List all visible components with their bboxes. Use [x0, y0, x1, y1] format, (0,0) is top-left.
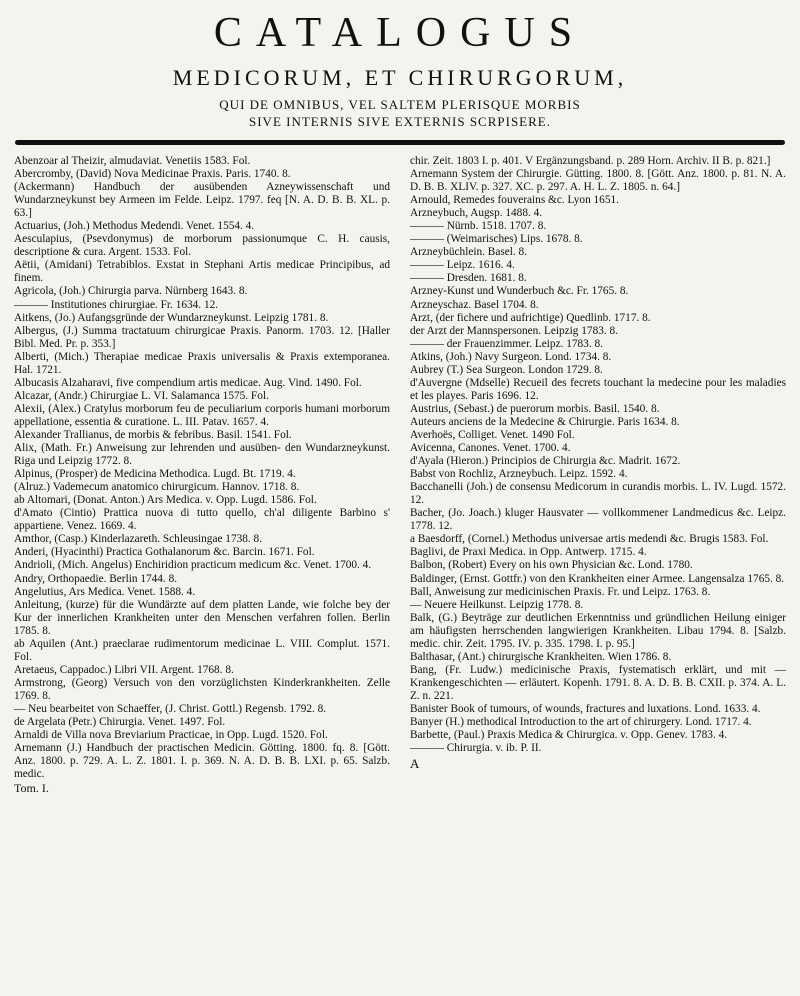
catalog-entry: Albucasis Alzaharavi, five compendium artis medicae. Aug. Vind. 1490. Fol.	[14, 376, 362, 389]
catalog-entry: Arzneybüchlein. Basel. 8.	[410, 246, 528, 259]
volume-label: Tom. I.	[14, 781, 49, 796]
catalog-entry: ——— der Frauenzimmer. Leipz. 1783. 8.	[410, 337, 603, 350]
catalog-entry: Angelutius, Ars Medica. Venet. 1588. 4.	[14, 585, 196, 598]
catalog-entry: d'Auvergne (Mdselle) Recueil des fecrets touchant la medecine pour les maladies et les playes. Paris 1696. 12.	[410, 376, 786, 402]
catalog-entry: a Baesdorff, (Cornel.) Methodus universae artis medendi &c. Brugis 1583. Fol.	[410, 533, 769, 546]
catalog-entry: Austrius, (Sebast.) de puerorum morbis. Basil. 1540. 8.	[410, 402, 660, 415]
catalog-entry: ——— Institutiones chirurgiae. Fr. 1634. 12.	[14, 298, 219, 311]
catalog-entry: Aëtii, (Amidani) Tetrabiblos. Exstat in Stephani Artis medicae Principibus, ad finem.	[14, 259, 390, 285]
catalog-entry: Arnaldi de Villa nova Breviarium Practicae, in Opp. Lugd. 1520. Fol.	[14, 729, 328, 742]
catalog-entry: Aesculapius, (Psevdonymus) de morborum passionumque C. H. causis, descriptione & cura. Argent. 1533. Fol.	[14, 233, 390, 259]
catalog-entry: Armstrong, (Georg) Versuch von den vorzüglichsten Kinderkrankheiten. Zelle 1769. 8.	[14, 676, 390, 702]
catalog-entry: (Alruz.) Vademecum anatomico chirurgicum. Hannov. 1718. 8.	[14, 481, 300, 494]
catalog-entry: Balbon, (Robert) Every on his own Physician &c. Lond. 1780.	[410, 559, 693, 572]
catalog-entry: Arnemann (J.) Handbuch der practischen Medicin. Götting. 1800. fq. 8. [Gött. Anz. 1800. p. 729. A. L. Z. 1801. I. p. 369. N. A. D. B. B. LXI. p. 65. Salzb. medic.	[14, 742, 390, 781]
left-column	[14, 155, 390, 795]
catalog-entry: ——— Nürnb. 1518. 1707. 8.	[410, 220, 547, 233]
catalog-entry: Aretaeus, Cappadoc.) Libri VII. Argent. 1768. 8.	[14, 663, 234, 676]
header-rule	[15, 140, 785, 145]
catalog-entry: Bacchanelli (Joh.) de consensu Medicorum in curandis morbis. L. IV. Lugd. 1572. 12.	[410, 481, 786, 507]
catalog-entry: ——— Leipz. 1616. 4.	[410, 259, 515, 272]
catalog-entry: Banyer (H.) methodical Introduction to the art of chirurgery. Lond. 1717. 4.	[410, 716, 752, 729]
catalog-entry: Bang, (Fr. Ludw.) medicinische Praxis, fystematisch erklärt, und mit — Krankengeschichten — erläutert. Kopenh. 1791. 8. A. D. B. B. CXII. p. 374. A. L. Z. n. 221.	[410, 663, 786, 702]
subtitle-line-2: SIVE INTERNIS SIVE EXTERNIS SCRPISERE.	[249, 114, 551, 129]
catalog-entry: Balk, (G.) Beyträge zur deutlichen Erkenntniss und gründlichen Heilung einiger am häufigsten herrschenden langwierigen Krankheiten. Libau 1794. 8. [Salzb. medic. chir. Zeit. 1795. IV. p. 335. 1798. I. p. 95.]	[410, 611, 786, 650]
catalog-entry: ——— Dresden. 1681. 8.	[410, 272, 527, 285]
catalog-entry: Alexii, (Alex.) Cratylus morborum feu de peculiarium corporis humani morborum appellatione, essentia & curatione. L. III. Patav. 1657. 4.	[14, 402, 390, 428]
entry-columns	[14, 155, 786, 795]
catalog-entry: Babst von Rochliz, Arzneybuch. Leipz. 1592. 4.	[410, 468, 628, 481]
catalog-entry: Anderi, (Hyacinthi) Practica Gothalanorum &c. Barcin. 1671. Fol.	[14, 546, 315, 559]
signature-mark: A	[410, 756, 420, 772]
catalog-entry: (Ackermann) Handbuch der ausübenden Azneywissenschaft und Wundarzneykunst bey Armeen im Felde. Leipz. 1797. feq [N. A. D. B. B. XL. p. 63.]	[14, 181, 390, 220]
catalog-entry: Anleitung, (kurze) für die Wundärzte auf dem platten Lande, wie folche bey der Kur der innerlichen Krankheiten unter den Menschen verfahren follen. Berlin 1785. 8.	[14, 598, 390, 637]
catalog-entry: Ball, Anweisung zur medicinischen Praxis. Fr. und Leipz. 1763. 8.	[410, 585, 711, 598]
catalog-entry: Alcazar, (Andr.) Chirurgiae L. VI. Salamanca 1575. Fol.	[14, 389, 269, 402]
catalog-entry: — Neuere Heilkunst. Leipzig 1778. 8.	[410, 598, 584, 611]
catalog-entry: ——— Chirurgia. v. ib. P. II.	[410, 742, 542, 755]
catalog-entry: ab Aquilen (Ant.) praeclarae rudimentorum medicinae L. VIII. Complut. 1571. Fol.	[14, 637, 390, 663]
catalog-entry: Balthasar, (Ant.) chirurgische Krankheiten. Wien 1786. 8.	[410, 650, 672, 663]
catalog-entry: de Argelata (Petr.) Chirurgia. Venet. 1497. Fol.	[14, 716, 226, 729]
catalog-entry: Amthor, (Casp.) Kinderlazareth. Schleusingae 1738. 8.	[14, 533, 263, 546]
catalog-entry: Arzt, (der fichere und aufrichtige) Quedlinb. 1717. 8.	[410, 311, 651, 324]
catalog-entry: Actuarius, (Joh.) Methodus Medendi. Venet. 1554. 4.	[14, 220, 255, 233]
catalog-entry: — Neu bearbeitet von Schaeffer, (J. Christ. Gottl.) Regensb. 1792. 8.	[14, 702, 327, 715]
catalog-entry: ab Altomari, (Donat. Anton.) Ars Medica. v. Opp. Lugd. 1586. Fol.	[14, 494, 317, 507]
catalog-entry: Arzney-Kunst und Wunderbuch &c. Fr. 1765. 8.	[410, 285, 629, 298]
catalog-entry: Aitkens, (Jo.) Aufangsgründe der Wundarzneykunst. Leipzig 1781. 8.	[14, 311, 329, 324]
catalog-entry: Abercromby, (David) Nova Medicinae Praxis. Paris. 1740. 8.	[14, 168, 291, 181]
catalog-entry: Andry, Orthopaedie. Berlin 1744. 8.	[14, 572, 178, 585]
catalog-entry: ——— (Weimarisches) Lips. 1678. 8.	[410, 233, 583, 246]
page-title: CATALOGUS	[213, 10, 587, 56]
catalog-entry: chir. Zeit. 1803 I. p. 401. V Ergänzungsband. p. 289 Horn. Archiv. II B. p. 821.]	[410, 155, 771, 167]
catalog-entry: Avicenna, Canones. Venet. 1700. 4.	[410, 442, 571, 455]
catalog-entry: Barbette, (Paul.) Praxis Medica & Chirurgica. v. Opp. Genev. 1783. 4.	[410, 729, 728, 742]
catalog-entry: Alexander Trallianus, de morbis & febribus. Basil. 1541. Fol.	[14, 428, 292, 441]
catalog-entry: Averhoës, Colliget. Venet. 1490 Fol.	[410, 428, 575, 441]
catalog-entry: Abenzoar al Theizir, almudaviat. Venetiis 1583. Fol.	[14, 155, 251, 167]
catalog-entry: Arzneyschaz. Basel 1704. 8.	[410, 298, 539, 311]
catalog-entry: Baglivi, de Praxi Medica. in Opp. Antwerp. 1715. 4.	[410, 546, 647, 559]
catalog-entry: d'Amato (Cintio) Prattica nuova di tutto quello, ch'al diligente Barbino s' appartiene. Venez. 1669. 4.	[14, 507, 390, 533]
catalog-entry: Agricola, (Joh.) Chirurgia parva. Nürnberg 1643. 8.	[14, 285, 248, 298]
catalog-entry: Albergus, (J.) Summa tractatuum chirurgicae Praxis. Panorm. 1703. 12. [Haller Bibl. Med. Pr. p. 353.]	[14, 324, 390, 350]
catalog-entry: Arnemann System der Chirurgie. Gütting. 1800. 8. [Gött. Anz. 1800. p. 81. N. A. D. B. B. XLIV. p. 327. XC. p. 297. A. H. L. Z. 1805. n. 64.]	[410, 168, 786, 194]
catalog-entry: Arzneybuch, Augsp. 1488. 4.	[410, 207, 543, 220]
catalog-entry: Baldinger, (Ernst. Gottfr.) von den Krankheiten einer Armee. Langensalza 1765. 8.	[410, 572, 785, 585]
page-subtitle: MEDICORUM, ET CHIRURGORUM,	[172, 65, 628, 90]
catalog-entry: Alberti, (Mich.) Therapiae medicae Praxis universalis & Praxis extemporanea. Hal. 1721.	[14, 350, 390, 376]
catalog-entry: der Arzt der Mannspersonen. Leipzig 1783. 8.	[410, 324, 618, 337]
catalog-entry: Banister Book of tumours, of wounds, fractures and luxations. Lond. 1633. 4.	[410, 702, 761, 715]
catalog-entry: Aubrey (T.) Sea Surgeon. London 1729. 8.	[410, 363, 603, 376]
catalog-entry: Bacher, (Jo. Joach.) kluger Hausvater — vollkommener Landmedicus &c. Leipz. 1778. 12.	[410, 507, 786, 533]
catalog-entry: Alix, (Math. Fr.) Anweisung zur lehrenden und ausüben- den Wundarzneykunst. Riga und Leipzig 1772. 8.	[14, 442, 390, 468]
catalog-entry: Andrioli, (Mich. Angelus) Enchiridion practicum medicum &c. Venet. 1700. 4.	[14, 559, 372, 572]
catalog-entry: d'Ayala (Hieron.) Principios de Chirurgia &c. Madrit. 1672.	[410, 455, 681, 468]
catalog-entry: Atkins, (Joh.) Navy Surgeon. Lond. 1734. 8.	[410, 350, 612, 363]
catalog-entry: Auteurs anciens de la Medecine & Chirurgie. Paris 1634. 8.	[410, 415, 680, 428]
subtitle-line-1: QUI DE OMNIBUS, VEL SALTEM PLERISQUE MORBIS	[219, 97, 581, 112]
catalog-entry: Alpinus, (Prosper) de Medicina Methodica. Lugd. Bt. 1719. 4.	[14, 468, 296, 481]
right-column	[410, 155, 786, 795]
catalog-entry: Arnould, Remedes fouverains &c. Lyon 1651.	[410, 194, 619, 207]
